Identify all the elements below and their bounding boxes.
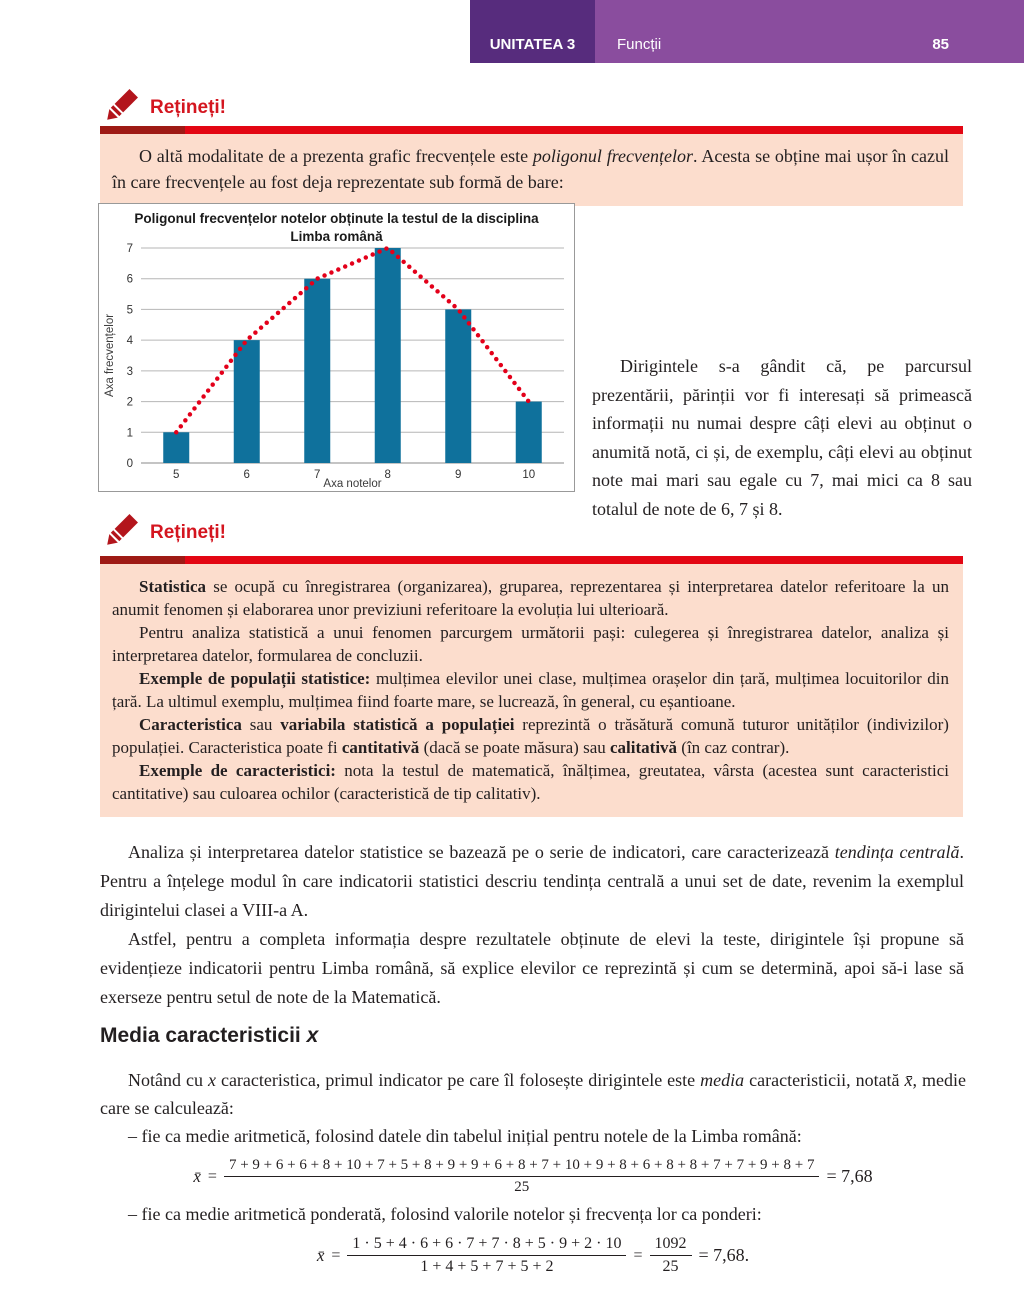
formula-result: = 7,68 [826,1166,873,1186]
media-intro-paragraph: Notând cu x caracteristica, primul indicator pe care îl folosește dirigintele este media caracteristicii, notată x̄, medie care se calculează: [100,1070,967,1118]
fraction [224,1157,820,1196]
y-tick-label: 6 [126,273,133,286]
definition-paragraph: Caracteristica sau variabila statistică a populației reprezintă o trăsătură comună tuturor unităților (indivizilor) populației. Caracteristica poate fi cantitativă (dacă se poate măsura) sau calitativă (în caz contrar). [112,715,949,757]
remember-heading-top [101,88,226,128]
x-tick-label: 5 [173,469,180,481]
fraction-denominator: 25 [514,1179,530,1195]
y-tick-label: 7 [126,243,133,255]
body-paragraph: Astfel, pentru a completa informația despre rezultatele obținute de elevi la teste, dirigintele își propune să evidențieze indicatorii pentru Limba română, să explice elevilor ce reprezintă și cum se determină, apoi să-i lase să exerseze pentru setul de note de la Matematică. [100,929,964,1007]
y-tick-label: 3 [126,365,133,378]
chart-title: Limba română [290,229,383,244]
bar-7 [304,279,330,463]
y-tick-label: 1 [126,427,133,440]
bar-10 [516,402,542,463]
x-tick-label: 8 [384,469,391,481]
bar-5 [163,432,189,463]
chart-canvas [99,204,574,491]
intro-paragraph: O altă modalitate de a prezenta grafic frecvențele este poligonul frecvențelor. Acesta se obține mai ușor în cazul în care frecvențele au fost deja reprezentate sub formă de bare: [112,146,949,192]
page-header-banner [470,0,1024,63]
fraction [650,1235,692,1276]
equals-sign: = [331,1246,341,1264]
fraction-numerator: 1 · 5 + 4 · 6 + 6 · 7 + 7 · 8 + 5 · 9 + 2 · 10 [347,1235,626,1256]
red-divider-bar [100,556,963,564]
section-heading: Media caracteristicii x [100,1024,319,1047]
section-label: Funcții [617,36,662,53]
intro-highlight-box [100,134,963,206]
remember-heading-mid [101,513,226,553]
fraction-denominator: 25 [662,1258,679,1275]
definition-paragraph: Pentru analiza statistică a unui fenomen parcurgem următorii pași: culegerea și înregistrarea datelor, analiza și interpretarea datelor, formularea de concluzii. [112,623,949,665]
side-paragraph-block [592,352,972,523]
fraction-numerator: 1092 [650,1235,692,1256]
y-tick-label: 2 [126,396,133,409]
x-tick-label: 10 [522,469,536,481]
statistics-definition-box [100,564,963,817]
definition-paragraph: Exemple de caracteristici: nota la testul de matematică, înălțimea, greutatea, vârsta (acestea sunt caracteristici cantitative) sau culoarea ochilor (caracteristică de tip calitativ). [112,761,949,803]
marker-pencil-icon [101,511,141,556]
marker-pencil-icon [101,86,141,131]
y-tick-label: 0 [126,458,133,470]
remember-label: Rețineți! [150,97,226,118]
xbar-symbol: x̄ [193,1166,201,1186]
fraction-numerator: 7 + 9 + 6 + 6 + 8 + 10 + 7 + 5 + 8 + 9 + 9 + 6 + 8 + 7 + 10 + 9 + 8 + 6 + 8 + 8 + 7 + 7 + 9 + 8 + 7 [224,1157,820,1177]
x-tick-label: 7 [314,469,321,481]
bar-8 [375,248,401,463]
red-divider-bar [100,126,963,134]
y-axis-label: Axa frecvențelor [104,313,116,398]
page-number: 85 [932,36,949,53]
x-tick-label: 6 [243,469,250,481]
side-paragraph: Dirigintele s-a gândit că, pe parcursul prezentării, părinții vor fi interesați să primească informații nu numai despre câți elevi au obținut o anumită notă, ci și, de exemplu, câți elevi au obținut note mai mari sau egale cu 7, mai mici ca 8 sau totalul de note de 6, 7 și 8. [592,356,972,519]
list-item: – fie ca medie aritmetică, folosind datele din tabelul inițial pentru notele de la Limba română: [128,1126,802,1146]
body-paragraph: Analiza și interpretarea datelor statistice se bazează pe o serie de indicatori, care caracterizează tendința centrală. Pentru a înțelege modul în care indicatorii statistici descriu tendința centrală a unui set de date, revenim la exemplul dirigintelui clasei a VIII-a A. [100,842,964,920]
xbar-symbol: x̄ [316,1245,325,1265]
x-tick-label: 9 [455,469,462,481]
y-tick-label: 5 [126,304,133,317]
media-section [100,1024,966,1280]
formula-weighted-mean [100,1235,966,1276]
fraction-denominator: 1 + 4 + 5 + 7 + 5 + 2 [420,1258,554,1275]
list-item: – fie ca medie aritmetică ponderată, folosind valorile notelor și frecvența lor ca ponderi: [128,1204,762,1224]
equals-sign: = [207,1167,217,1185]
frequency-polygon-chart [98,203,575,492]
x-axis-label: Axa notelor [323,478,382,490]
chart-title: Poligonul frecvențelor notelor obținute la testul de la disciplina [134,211,539,226]
unit-label: UNITATEA 3 [470,0,595,63]
definition-paragraph: Statistica se ocupă cu înregistrarea (organizarea), gruparea, reprezentarea și interpretarea datelor referitoare la un anumit fenomen și elaborarea unor previziuni referitoare la evoluția lui ulterioară. [112,577,949,619]
formula-result: = 7,68. [698,1245,750,1265]
formula-arithmetic-mean [100,1157,966,1196]
body-text-block [100,838,964,1012]
fraction [347,1235,626,1276]
bar-9 [445,309,471,463]
equals-sign: = [633,1246,643,1264]
bar-6 [234,340,260,463]
y-tick-label: 4 [126,335,133,348]
remember-label: Rețineți! [150,522,226,543]
definition-paragraph: Exemple de populații statistice: mulțimea elevilor unei clase, mulțimea orașelor din țară, mulțimea locuitorilor din țară. La ultimul exemplu, mulțimea fiind foarte mare, se lucrează, în general, cu eșantioane. [112,669,949,711]
